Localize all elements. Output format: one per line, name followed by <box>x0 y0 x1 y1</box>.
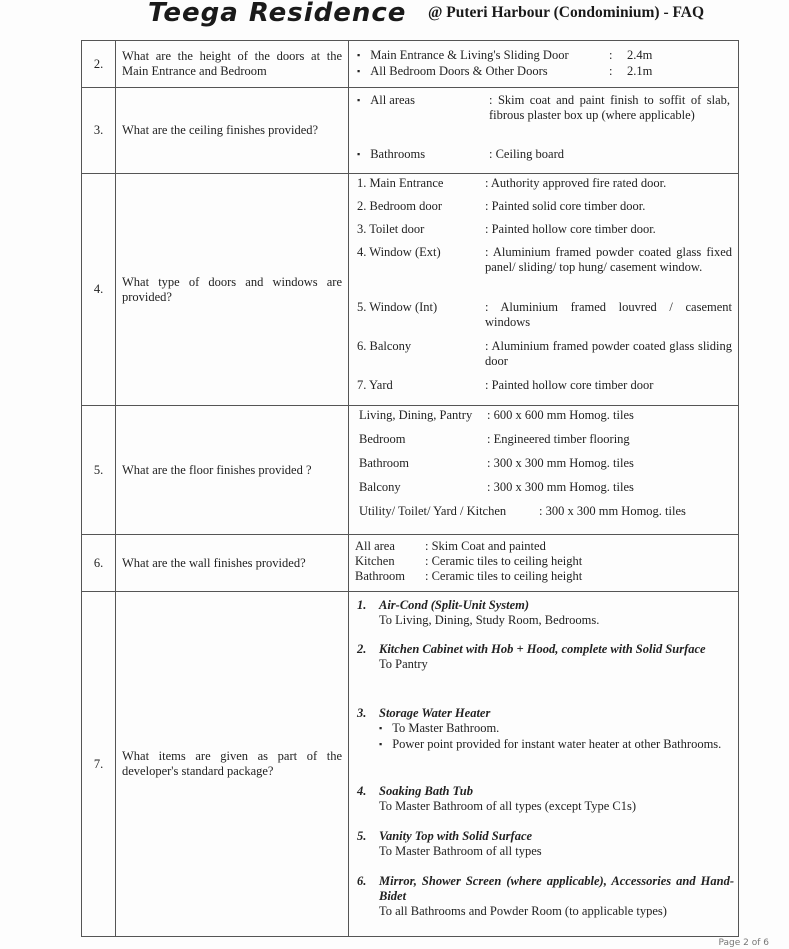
package-bullet <box>379 737 721 753</box>
package-text: To Master Bathroom. <box>392 721 500 735</box>
row-number: 7. <box>82 592 116 937</box>
package-number: 6. <box>357 874 367 888</box>
answer-line <box>357 300 732 339</box>
answer-line <box>355 569 734 584</box>
answer-value: : Ceramic tiles to ceiling height <box>425 569 583 583</box>
answer-line <box>357 222 732 245</box>
bullet-icon <box>379 721 392 737</box>
answer-line <box>357 64 738 80</box>
answer-value: : Aluminium framed powder coated glass fixed panel/ sliding/ top hung/ casement window. <box>485 245 732 274</box>
answer-line <box>359 504 734 526</box>
answer-label: Living, Dining, Pantry <box>359 408 473 422</box>
answer-value: : 300 x 300 mm Homog. tiles <box>487 480 634 494</box>
package-item <box>357 642 734 706</box>
package-item <box>357 598 734 642</box>
answer-value: : Ceramic tiles to ceiling height <box>425 554 583 568</box>
answer-label: Bathroom <box>355 569 405 583</box>
row-answer <box>349 592 739 937</box>
package-number: 2. <box>357 642 367 656</box>
page-number: Page 2 of 6 <box>718 938 769 948</box>
answer-line <box>359 480 734 504</box>
answer-value: 2.4m <box>627 48 653 62</box>
row-answer <box>349 41 739 88</box>
answer-line <box>357 147 730 163</box>
row-question: What are the ceiling finishes provided? <box>116 88 349 174</box>
bullet-label: ▪ All Bedroom Doors & Other Doors <box>357 64 609 80</box>
page-header <box>0 0 789 36</box>
package-text: To Living, Dining, Study Room, Bedrooms. <box>379 613 600 627</box>
package-item <box>357 829 734 874</box>
row-number: 6. <box>82 535 116 592</box>
answer-value: : 600 x 600 mm Homog. tiles <box>487 408 634 422</box>
package-item <box>357 874 734 919</box>
answer-label: All area <box>355 539 395 553</box>
answer-label: 2. Bedroom door <box>357 199 443 213</box>
row-number: 2. <box>82 41 116 88</box>
answer-line <box>355 554 734 569</box>
answer-line <box>359 456 734 480</box>
package-text: To Master Bathroom of all types (except Type C1s) <box>379 799 636 813</box>
row-question: What are the wall finishes provided? <box>116 535 349 592</box>
row-question: What are the floor finishes provided ? <box>116 406 349 535</box>
answer-value: : Authority approved fire rated door. <box>485 176 667 190</box>
separator: : <box>609 48 613 62</box>
row-number: 4. <box>82 174 116 406</box>
answer-value: : 300 x 300 mm Homog. tiles <box>487 456 634 470</box>
package-title: Storage Water Heater <box>379 706 491 720</box>
answer-line <box>357 93 730 147</box>
row-answer <box>349 406 739 535</box>
answer-line <box>357 245 732 300</box>
answer-label: Bedroom <box>359 432 406 446</box>
package-title: Soaking Bath Tub <box>379 784 474 798</box>
row-answer <box>349 174 739 406</box>
answer-value: : Skim Coat and painted <box>425 539 546 553</box>
package-text: To all Bathrooms and Powder Room (to applicable types) <box>379 904 667 918</box>
answer-line <box>359 408 734 432</box>
faq-row <box>82 592 739 937</box>
answer-line <box>355 539 734 554</box>
answer-label: Utility/ Toilet/ Yard / Kitchen <box>359 504 507 518</box>
faq-row <box>82 535 739 592</box>
answer-line <box>357 176 732 199</box>
package-number: 4. <box>357 784 367 798</box>
package-text: To Master Bathroom of all types <box>379 844 542 858</box>
answer-value: : Aluminium framed powder coated glass sliding door <box>485 339 732 368</box>
row-question: What type of doors and windows are provided? <box>116 174 349 406</box>
package-title: Vanity Top with Solid Surface <box>379 829 533 843</box>
answer-label: Bathroom <box>359 456 409 470</box>
answer-line <box>359 432 734 456</box>
answer-value: : Ceiling board <box>489 147 564 161</box>
answer-value: : Painted hollow core timber door <box>485 378 654 392</box>
answer-label: 5. Window (Int) <box>357 300 438 314</box>
answer-value: : Painted solid core timber door. <box>485 199 646 213</box>
answer-value: : Skim coat and paint finish to soffit of slab, fibrous plaster box up (where applicable) <box>489 93 730 122</box>
answer-value: : Aluminium framed louvred / casement windows <box>485 300 732 329</box>
row-number: 5. <box>82 406 116 535</box>
package-item <box>357 784 734 829</box>
logo: Teega Residence <box>148 0 407 28</box>
answer-label: 7. Yard <box>357 378 393 392</box>
row-question: What items are given as part of the developer's standard package? <box>116 592 349 937</box>
answer-value: : Engineered timber flooring <box>487 432 630 446</box>
page-subtitle: @ Puteri Harbour (Condominium) - FAQ <box>428 4 705 21</box>
package-title: Kitchen Cabinet with Hob + Hood, complete with Solid Surface <box>379 642 706 656</box>
package-bullet <box>379 721 721 737</box>
answer-value: 2.1m <box>627 64 653 78</box>
package-item <box>357 706 734 784</box>
answer-value: : 300 x 300 mm Homog. tiles <box>539 504 686 518</box>
bullet-icon <box>379 737 392 753</box>
bullet-label: ▪ Bathrooms <box>357 147 489 163</box>
package-title: Mirror, Shower Screen (where applicable), Accessories and Hand-Bidet <box>379 874 734 903</box>
answer-line <box>357 339 732 378</box>
answer-label: 4. Window (Ext) <box>357 245 441 259</box>
answer-label: 3. Toilet door <box>357 222 425 236</box>
faq-row <box>82 88 739 174</box>
answer-line <box>357 378 732 398</box>
package-number: 5. <box>357 829 367 843</box>
answer-value: : Painted hollow core timber door. <box>485 222 656 236</box>
faq-row <box>82 406 739 535</box>
row-answer <box>349 88 739 174</box>
answer-label: 1. Main Entrance <box>357 176 444 190</box>
bullet-label: ▪ Main Entrance & Living's Sliding Door <box>357 48 609 64</box>
row-number: 3. <box>82 88 116 174</box>
package-number: 1. <box>357 598 367 612</box>
row-answer <box>349 535 739 592</box>
package-text: To Pantry <box>379 657 428 671</box>
bullet-label: ▪ All areas <box>357 93 489 147</box>
row-question: What are the height of the doors at the Main Entrance and Bedroom <box>116 41 349 88</box>
answer-label: 6. Balcony <box>357 339 412 353</box>
package-title: Air-Cond (Split-Unit System) <box>379 598 530 612</box>
separator: : <box>609 64 613 78</box>
faq-row <box>82 41 739 88</box>
faq-row <box>82 174 739 406</box>
faq-table <box>81 40 739 937</box>
answer-line <box>357 48 738 64</box>
answer-line <box>357 199 732 222</box>
answer-label: Kitchen <box>355 554 395 568</box>
package-number: 3. <box>357 706 367 720</box>
answer-label: Balcony <box>359 480 401 494</box>
package-text: Power point provided for instant water heater at other Bathrooms. <box>392 737 722 751</box>
